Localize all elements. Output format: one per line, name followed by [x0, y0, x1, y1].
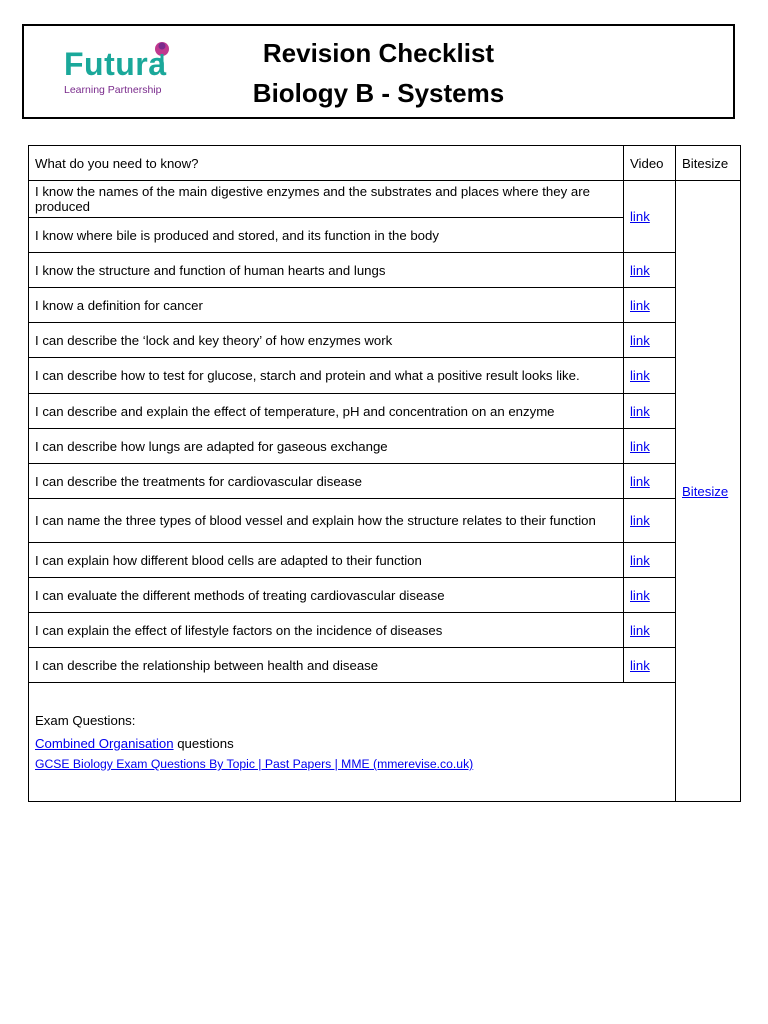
video-cell — [624, 613, 676, 648]
exam-questions-cell — [29, 683, 741, 802]
row-text: I know where bile is produced and stored, and its function in the body — [29, 218, 624, 253]
table-row — [29, 323, 741, 358]
video-link[interactable]: link — [630, 587, 650, 603]
logo-subtitle: Learning Partnership — [64, 84, 162, 96]
table-row — [29, 648, 741, 683]
row-text: I know a definition for cancer — [29, 288, 624, 323]
video-link[interactable]: link — [630, 297, 650, 313]
table-row — [29, 253, 741, 288]
video-cell — [624, 499, 676, 543]
video-cell — [624, 181, 676, 253]
video-cell — [624, 429, 676, 464]
bitesize-link[interactable]: Bitesize — [682, 483, 729, 499]
row-text: I can describe the ‘lock and key theory’ of how enzymes work — [29, 323, 624, 358]
revision-checklist-table — [28, 145, 741, 802]
row-text: I can describe the relationship between health and disease — [29, 648, 624, 683]
row-text: I can describe how lungs are adapted for gaseous exchange — [29, 429, 624, 464]
video-cell — [624, 358, 676, 394]
table-row — [29, 358, 741, 394]
video-link[interactable]: link — [630, 438, 650, 454]
video-cell — [624, 288, 676, 323]
video-link[interactable]: link — [630, 332, 650, 348]
table-row — [29, 578, 741, 613]
video-cell — [624, 543, 676, 578]
video-link[interactable]: link — [630, 403, 650, 419]
combined-organisation-line — [35, 736, 734, 751]
row-text: I can describe and explain the effect of temperature, pH and concentration on an enzyme — [29, 394, 624, 429]
row-text: I can name the three types of blood vessel and explain how the structure relates to their function — [29, 499, 624, 543]
table-row — [29, 181, 741, 218]
video-link[interactable]: link — [630, 209, 650, 224]
table-row — [29, 464, 741, 499]
table-row — [29, 394, 741, 429]
video-cell — [624, 648, 676, 683]
header-box — [22, 24, 735, 119]
video-cell — [624, 394, 676, 429]
video-link[interactable]: link — [630, 368, 650, 383]
video-cell — [624, 464, 676, 499]
combined-organisation-link[interactable]: Combined Organisation — [35, 736, 174, 751]
exam-questions-row — [29, 683, 741, 802]
table-row — [29, 499, 741, 543]
table-row — [29, 613, 741, 648]
row-text: I can explain the effect of lifestyle factors on the incidence of diseases — [29, 613, 624, 648]
combined-suffix: questions — [173, 736, 234, 751]
video-cell — [624, 578, 676, 613]
header-video: Video — [624, 146, 676, 181]
page-title: Revision Checklist — [262, 38, 495, 68]
header-bitesize: Bitesize — [676, 146, 741, 181]
header-need-to-know: What do you need to know? — [29, 146, 624, 181]
video-link[interactable]: link — [630, 622, 650, 638]
row-text: I know the names of the main digestive enzymes and the substrates and places where they are produced — [29, 181, 624, 218]
table-header-row — [29, 146, 741, 181]
page-subtitle: Biology B - Systems — [252, 78, 505, 108]
table-row — [29, 288, 741, 323]
logo-wordmark: Futura — [64, 46, 167, 82]
video-link[interactable]: link — [630, 657, 650, 673]
mme-revise-link[interactable]: GCSE Biology Exam Questions By Topic | Past Papers | MME (mmerevise.co.uk) — [35, 757, 474, 771]
video-link[interactable]: link — [630, 513, 650, 528]
row-text: I know the structure and function of human hearts and lungs — [29, 253, 624, 288]
row-text: I can describe the treatments for cardiovascular disease — [29, 464, 624, 499]
row-text: I can evaluate the different methods of treating cardiovascular disease — [29, 578, 624, 613]
table-row — [29, 543, 741, 578]
table-row — [29, 429, 741, 464]
video-cell — [624, 323, 676, 358]
row-text: I can explain how different blood cells are adapted to their function — [29, 543, 624, 578]
video-link[interactable]: link — [630, 262, 650, 278]
video-link[interactable]: link — [630, 473, 650, 489]
video-cell — [624, 253, 676, 288]
video-link[interactable]: link — [630, 552, 650, 568]
mme-line — [35, 757, 734, 771]
exam-questions-title: Exam Questions: — [35, 713, 136, 728]
row-text: I can describe how to test for glucose, starch and protein and what a positive result looks like. — [29, 358, 624, 394]
